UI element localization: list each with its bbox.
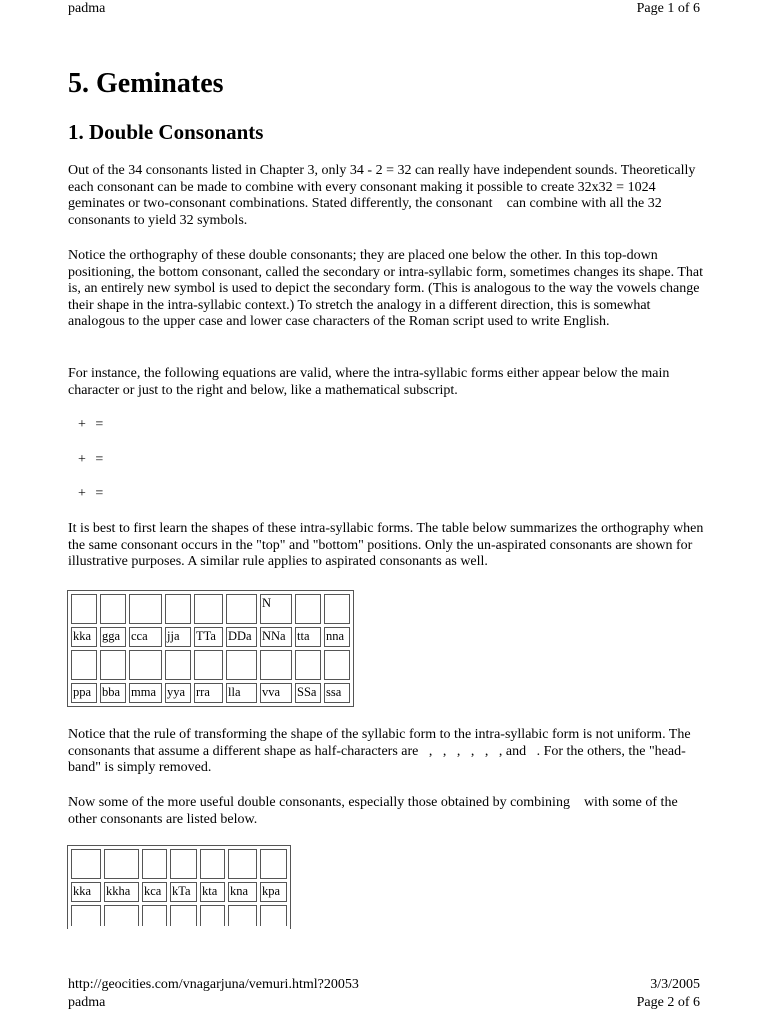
table-cell: nna xyxy=(324,627,350,647)
glyph-cell xyxy=(228,905,257,926)
glyph-cell xyxy=(226,594,257,624)
glyph-cell xyxy=(129,594,162,624)
glyph-cell xyxy=(324,594,350,624)
paragraph-table-intro: It is best to first learn the shapes of these intra-syllabic forms. The table below summarizes the orthography when the same consonant occurs in the "top" and "bottom" positions. Only the un-aspirated consonants are shown for illustrative purposes. A similar rule applies to aspirated consonants as well. xyxy=(68,521,704,569)
table-cell: yya xyxy=(165,683,191,703)
glyph-cell xyxy=(228,849,257,879)
table-row xyxy=(71,849,287,879)
table-cell: gga xyxy=(100,627,126,647)
glyph-cell xyxy=(260,650,292,680)
glyph-cell xyxy=(142,849,167,879)
equation-3: + = xyxy=(78,486,104,501)
paragraph-equations-intro: For instance, the following equations are valid, where the intra-syllabic forms either appear below the main character or just to the right and below, like a mathematical subscript. xyxy=(68,366,670,398)
glyph-cell xyxy=(194,650,223,680)
glyph-cell xyxy=(200,849,225,879)
table-cell: kka xyxy=(71,627,97,647)
table-cell: kTa xyxy=(170,882,197,902)
glyph-cell xyxy=(142,905,167,926)
table-cell: SSa xyxy=(295,683,321,703)
glyph-cell xyxy=(295,650,321,680)
footer-url: http://geocities.com/vnagarjuna/vemuri.html?20053 xyxy=(68,977,359,992)
paragraph-orthography: Notice the orthography of these double consonants; they are placed one below the other. In this top-down positioning, the bottom consonant, called the secondary or intra-syllabic form, sometimes changes its shape. That is, an entirely new symbol is used to depict the secondary form. (This is analogous to the way the vowels change their shape in the intra-syllabic context.) To stretch the analogy in a different direction, this is somewhat analogous to the upper case and lower case characters of the Roman script used to write English. xyxy=(68,248,704,329)
glyph-cell: N xyxy=(260,594,292,624)
table-row xyxy=(71,627,350,647)
table-cell: vva xyxy=(260,683,292,703)
table-cell: mma xyxy=(129,683,162,703)
table-cell: kca xyxy=(142,882,167,902)
table-cell: bba xyxy=(100,683,126,703)
table-cell: ssa xyxy=(324,683,350,703)
glyph-cell xyxy=(194,594,223,624)
page-number-next: Page 2 of 6 xyxy=(636,995,700,1010)
chapter-title: 5. Geminates xyxy=(68,68,224,99)
paragraph-useful-doubles: Now some of the more useful double consonants, especially those obtained by combining with some of the other consonants are listed below. xyxy=(68,795,678,827)
table-cell: kka xyxy=(71,882,101,902)
glyph-cell xyxy=(104,849,139,879)
glyph-cell xyxy=(129,650,162,680)
table-cell: ppa xyxy=(71,683,97,703)
glyph-cell xyxy=(165,594,191,624)
paragraph-shape-rule: Notice that the rule of transforming the shape of the syllabic form to the intra-syllabic form is not uniform. The consonants that assume a different shape as half-characters are , , , , , , and . For the others, the "head-band" is simply removed. xyxy=(68,727,691,775)
table-cell: kkha xyxy=(104,882,139,902)
double-consonants-table xyxy=(67,845,291,929)
table-cell: jja xyxy=(165,627,191,647)
table-cell: kpa xyxy=(260,882,287,902)
glyph-cell xyxy=(71,650,97,680)
page-number-header: Page 1 of 6 xyxy=(636,1,700,16)
table-cell: lla xyxy=(226,683,257,703)
glyph-cell xyxy=(226,650,257,680)
table-cell: rra xyxy=(194,683,223,703)
paragraph-consonant-count: Out of the 34 consonants listed in Chapter 3, only 34 - 2 = 32 can really have independent sounds. Theoretically each consonant can be made to combine with every consonant making it possible to create 32x32 = 1024 geminates or two-consonant combinations. Stated differently, the consonant can combine with all the 32 consonants to yield 32 symbols. xyxy=(68,163,696,228)
glyph-cell xyxy=(71,905,101,926)
glyph-cell xyxy=(260,849,287,879)
table-cell: NNa xyxy=(260,627,292,647)
glyph-cell xyxy=(324,650,350,680)
table-row xyxy=(71,905,287,926)
table-row xyxy=(71,594,350,624)
table-cell: kta xyxy=(200,882,225,902)
glyph-cell xyxy=(71,849,101,879)
table-cell: cca xyxy=(129,627,162,647)
equation-2: + = xyxy=(78,452,104,467)
table-row xyxy=(71,683,350,703)
page-header-left: padma xyxy=(68,1,106,16)
equation-1: + = xyxy=(78,417,104,432)
glyph-cell xyxy=(165,650,191,680)
table-row xyxy=(71,650,350,680)
table-row xyxy=(71,882,287,902)
page-header-left-next: padma xyxy=(68,995,106,1010)
table-cell: tta xyxy=(295,627,321,647)
footer-date: 3/3/2005 xyxy=(650,977,700,992)
section-title: 1. Double Consonants xyxy=(68,120,264,144)
table-cell: DDa xyxy=(226,627,257,647)
glyph-cell xyxy=(170,905,197,926)
table-cell: TTa xyxy=(194,627,223,647)
glyph-cell xyxy=(200,905,225,926)
glyph-cell xyxy=(100,650,126,680)
table-cell: kna xyxy=(228,882,257,902)
intra-syllabic-forms-table xyxy=(67,590,354,707)
glyph-cell xyxy=(71,594,97,624)
glyph-cell xyxy=(295,594,321,624)
glyph-cell xyxy=(104,905,139,926)
glyph-cell xyxy=(260,905,287,926)
glyph-cell xyxy=(170,849,197,879)
glyph-cell xyxy=(100,594,126,624)
